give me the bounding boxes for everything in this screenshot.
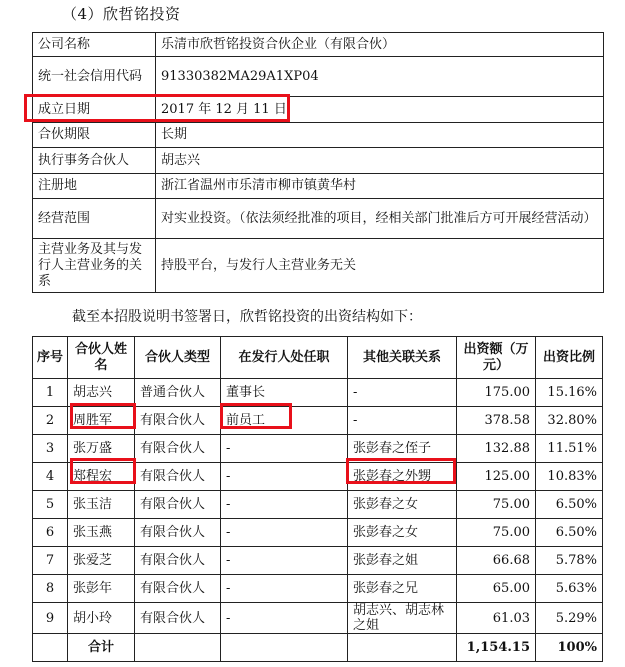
info-value: 2017 年 12 月 11 日 [156,97,604,123]
other-relation: 张彭春之女 [348,491,457,519]
contribution-ratio: 5.63% [536,575,603,603]
contribution-amount: 125.00 [457,463,536,491]
contribution-amount: 75.00 [457,491,536,519]
other-relation: 张彭春之侄子 [348,435,457,463]
other-relation: 张彭春之兄 [348,575,457,603]
info-row [33,57,604,97]
company-info-table [32,32,604,293]
info-value: 长期 [156,123,604,148]
col-header: 在发行人处任职 [221,337,348,379]
other-relation: 张彭春之外甥 [348,463,457,491]
contribution-amount: 378.58 [457,407,536,435]
contribution-amount: 66.68 [457,547,536,575]
table-row [33,407,603,435]
table-row [33,379,603,407]
row-index: 2 [33,407,68,435]
contribution-ratio: 11.51% [536,435,603,463]
info-row [33,199,604,239]
issuer-position: - [221,547,348,575]
info-key: 合伙期限 [33,123,156,148]
info-key: 注册地 [33,174,156,199]
contribution-ratio: 10.83% [536,463,603,491]
contribution-amount: 61.03 [457,603,536,634]
table-row [33,603,603,634]
total-row [33,634,603,662]
row-index: 5 [33,491,68,519]
total-amount: 1,154.15 [457,634,536,662]
total-empty-cell [221,634,348,662]
info-key: 统一社会信用代码 [33,57,156,97]
structure-caption: 截至本招股说明书签署日，欣哲铭投资的出资结构如下： [72,309,422,325]
info-value: 浙江省温州市乐清市柳市镇黄华村 [156,174,604,199]
partner-name: 张爱芝 [68,547,135,575]
contribution-amount: 175.00 [457,379,536,407]
info-key: 成立日期 [33,97,156,123]
table-row [33,463,603,491]
total-index-cell [33,634,68,662]
info-row [33,148,604,174]
partner-type: 有限合伙人 [135,575,221,603]
info-key: 经营范围 [33,199,156,239]
partner-name: 张万盛 [68,435,135,463]
partner-name: 胡小玲 [68,603,135,634]
row-index: 9 [33,603,68,634]
table-row [33,547,603,575]
table-row [33,575,603,603]
total-empty-cell [348,634,457,662]
col-header: 出资额（万元） [457,337,536,379]
table-row [33,435,603,463]
partner-type: 有限合伙人 [135,435,221,463]
other-relation: 胡志兴、胡志林之姐 [348,603,457,634]
col-header: 序号 [33,337,68,379]
partner-type: 有限合伙人 [135,519,221,547]
info-row [33,33,604,57]
other-relation: 张彭春之姐 [348,547,457,575]
row-index: 6 [33,519,68,547]
partner-type: 普通合伙人 [135,379,221,407]
col-header: 其他关联关系 [348,337,457,379]
info-row [33,239,604,293]
partner-type: 有限合伙人 [135,603,221,634]
contribution-amount: 132.88 [457,435,536,463]
info-value: 胡志兴 [156,148,604,174]
contribution-amount: 65.00 [457,575,536,603]
contribution-table [32,336,603,662]
total-empty-cell [135,634,221,662]
info-key: 公司名称 [33,33,156,57]
row-index: 8 [33,575,68,603]
other-relation: - [348,379,457,407]
row-index: 4 [33,463,68,491]
contribution-amount: 75.00 [457,519,536,547]
contribution-ratio: 5.78% [536,547,603,575]
contribution-ratio: 32.80% [536,407,603,435]
col-header: 出资比例 [536,337,603,379]
info-row [33,174,604,199]
partner-type: 有限合伙人 [135,547,221,575]
partner-name: 张玉燕 [68,519,135,547]
header-row [33,337,603,379]
contribution-ratio: 6.50% [536,519,603,547]
issuer-position: 董事长 [221,379,348,407]
issuer-position: 前员工 [221,407,348,435]
info-value: 对实业投资。（依法须经批准的项目，经相关部门批准后方可开展经营活动） [156,199,604,239]
row-index: 7 [33,547,68,575]
contribution-ratio: 6.50% [536,491,603,519]
info-row [33,97,604,123]
info-key: 执行事务合伙人 [33,148,156,174]
col-header: 合伙人姓名 [68,337,135,379]
partner-name: 胡志兴 [68,379,135,407]
contribution-ratio: 15.16% [536,379,603,407]
row-index: 1 [33,379,68,407]
partner-name: 郑程宏 [68,463,135,491]
row-index: 3 [33,435,68,463]
table-row [33,491,603,519]
total-label: 合计 [68,634,135,662]
partner-type: 有限合伙人 [135,463,221,491]
partner-name: 张玉洁 [68,491,135,519]
other-relation: - [348,407,457,435]
issuer-position: - [221,603,348,634]
partner-name: 张彭年 [68,575,135,603]
issuer-position: - [221,491,348,519]
partner-type: 有限合伙人 [135,407,221,435]
other-relation: 张彭春之女 [348,519,457,547]
info-value: 乐清市欣哲铭投资合伙企业（有限合伙） [156,33,604,57]
info-row [33,123,604,148]
total-ratio: 100% [536,634,603,662]
info-value: 持股平台，与发行人主营业务无关 [156,239,604,293]
info-key: 主营业务及其与发行人主营业务的关系 [33,239,156,293]
issuer-position: - [221,575,348,603]
contribution-ratio: 5.29% [536,603,603,634]
issuer-position: - [221,463,348,491]
info-value: 91330382MA29A1XP04 [156,57,604,97]
section-heading: （4）欣哲铭投资 [62,5,181,23]
table-row [33,519,603,547]
partner-type: 有限合伙人 [135,491,221,519]
issuer-position: - [221,435,348,463]
issuer-position: - [221,519,348,547]
table-body [33,379,603,634]
partner-name: 周胜军 [68,407,135,435]
col-header: 合伙人类型 [135,337,221,379]
